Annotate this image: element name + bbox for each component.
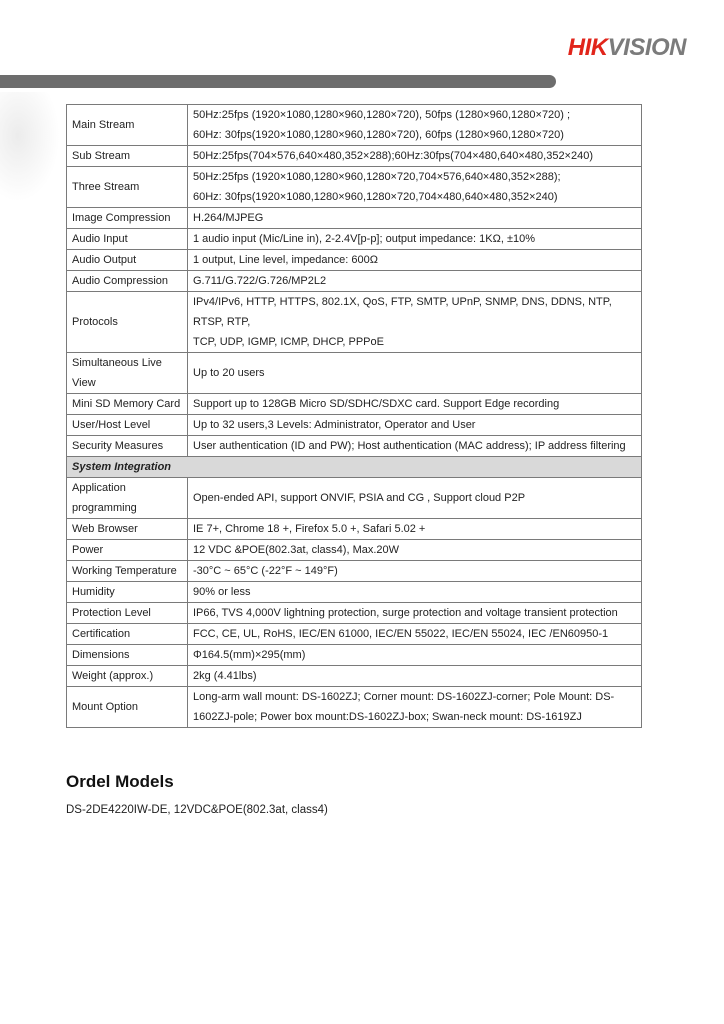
spec-row — [67, 603, 642, 624]
spec-row — [67, 478, 642, 519]
spec-table — [66, 104, 642, 728]
spec-value-line: 90% or less — [193, 586, 251, 598]
logo-vision-text: VISION — [607, 34, 686, 61]
spec-value-line: G.711/G.722/G.726/MP2L2 — [193, 275, 327, 287]
spec-label: Power — [67, 540, 188, 561]
spec-label: Humidity — [67, 582, 188, 603]
spec-value-line: Φ164.5(mm)×295(mm) — [193, 649, 306, 661]
spec-value — [188, 353, 642, 394]
spec-value — [188, 603, 642, 624]
spec-value-line: Up to 20 users — [193, 367, 265, 379]
spec-row — [67, 582, 642, 603]
spec-value — [188, 436, 642, 457]
spec-value-line: 50Hz:25fps (1920×1080,1280×960,1280×720,704×576,640×480,352×288); — [193, 171, 561, 183]
spec-label: Working Temperature — [67, 561, 188, 582]
spec-table-body — [67, 105, 642, 728]
spec-row — [67, 645, 642, 666]
spec-value — [188, 645, 642, 666]
spec-value-line: FCC, CE, UL, RoHS, IEC/EN 61000, IEC/EN 55022, IEC/EN 55024, IEC /EN60950-1 — [193, 628, 609, 640]
spec-value-line: 60Hz: 30fps(1920×1080,1280×960,1280×720,704×480,640×480,352×240) — [193, 191, 558, 203]
spec-label: Weight (approx.) — [67, 666, 188, 687]
spec-row — [67, 415, 642, 436]
order-models-text: DS-2DE4220IW-DE, 12VDC&POE(802.3at, class4) — [66, 804, 328, 816]
spec-label: Image Compression — [67, 208, 188, 229]
order-models-heading: Ordel Models — [66, 772, 174, 791]
spec-value-line: 12 VDC &POE(802.3at, class4), Max.20W — [193, 544, 400, 556]
spec-value-line: Up to 32 users,3 Levels: Administrator, Operator and User — [193, 419, 476, 431]
spec-value-line: 2kg (4.41lbs) — [193, 670, 257, 682]
spec-label: Application programming — [67, 478, 188, 519]
spec-label: Audio Compression — [67, 271, 188, 292]
spec-label: Mount Option — [67, 687, 188, 728]
spec-value — [188, 229, 642, 250]
spec-label: Web Browser — [67, 519, 188, 540]
spec-value — [188, 394, 642, 415]
spec-label: Audio Output — [67, 250, 188, 271]
spec-row — [67, 208, 642, 229]
spec-value-line: 1 audio input (Mic/Line in), 2-2.4V[p-p]; output impedance: 1KΩ, ±10% — [193, 233, 536, 245]
spec-label: Protection Level — [67, 603, 188, 624]
spec-value — [188, 292, 642, 353]
spec-value-line: -30°C ~ 65°C (-22°F ~ 149°F) — [193, 565, 338, 577]
spec-row — [67, 687, 642, 728]
spec-value — [188, 478, 642, 519]
spec-label: Main Stream — [67, 105, 188, 146]
spec-label: User/Host Level — [67, 415, 188, 436]
spec-value-line: Support up to 128GB Micro SD/SDHC/SDXC card. Support Edge recording — [193, 398, 560, 410]
spec-value — [188, 540, 642, 561]
section-title: System Integration — [67, 457, 642, 478]
spec-value-line: 1602ZJ-pole; Power box mount:DS-1602ZJ-box; Swan-neck mount: DS-1619ZJ — [193, 711, 582, 723]
spec-row — [67, 666, 642, 687]
spec-value — [188, 208, 642, 229]
spec-value — [188, 666, 642, 687]
spec-value — [188, 167, 642, 208]
spec-label: Dimensions — [67, 645, 188, 666]
spec-value — [188, 519, 642, 540]
spec-value-line: IPv4/IPv6, HTTP, HTTPS, 802.1X, QoS, FTP, SMTP, UPnP, SNMP, DNS, DDNS, NTP, RTSP, RTP, — [193, 296, 612, 328]
spec-value — [188, 415, 642, 436]
spec-label: Protocols — [67, 292, 188, 353]
hikvision-logo — [568, 34, 686, 62]
spec-row — [67, 292, 642, 353]
section-header-row — [67, 457, 642, 478]
spec-value-line: 50Hz:25fps (1920×1080,1280×960,1280×720), 50fps (1280×960,1280×720) ; — [193, 109, 571, 121]
spec-value — [188, 687, 642, 728]
spec-label: Three Stream — [67, 167, 188, 208]
spec-row — [67, 540, 642, 561]
background-watermark — [0, 92, 60, 202]
spec-value — [188, 250, 642, 271]
spec-label: Security Measures — [67, 436, 188, 457]
spec-value-line: 60Hz: 30fps(1920×1080,1280×960,1280×720), 60fps (1280×960,1280×720) — [193, 129, 564, 141]
spec-label: Audio Input — [67, 229, 188, 250]
spec-row — [67, 271, 642, 292]
spec-value-line: Open-ended API, support ONVIF, PSIA and CG , Support cloud P2P — [193, 492, 526, 504]
spec-value-line: Long-arm wall mount: DS-1602ZJ; Corner mount: DS-1602ZJ-corner; Pole Mount: DS- — [193, 691, 615, 703]
spec-label: Mini SD Memory Card — [67, 394, 188, 415]
spec-row — [67, 561, 642, 582]
spec-label: Simultaneous Live View — [67, 353, 188, 394]
spec-row — [67, 353, 642, 394]
header-divider-bar — [0, 75, 556, 88]
spec-row — [67, 229, 642, 250]
spec-value-line: 50Hz:25fps(704×576,640×480,352×288);60Hz:30fps(704×480,640×480,352×240) — [193, 150, 594, 162]
spec-value-line: 1 output, Line level, impedance: 600Ω — [193, 254, 378, 266]
spec-row — [67, 519, 642, 540]
spec-row — [67, 146, 642, 167]
spec-value — [188, 146, 642, 167]
logo-hik-text: HIK — [567, 34, 608, 61]
spec-label: Sub Stream — [67, 146, 188, 167]
spec-row — [67, 250, 642, 271]
spec-row — [67, 394, 642, 415]
spec-label: Certification — [67, 624, 188, 645]
spec-row — [67, 436, 642, 457]
spec-value-line: User authentication (ID and PW); Host authentication (MAC address); IP address filtering — [193, 440, 626, 452]
spec-value — [188, 624, 642, 645]
spec-value — [188, 561, 642, 582]
spec-row — [67, 105, 642, 146]
spec-value-line: IP66, TVS 4,000V lightning protection, surge protection and voltage transient protection — [193, 607, 618, 619]
spec-value-line: H.264/MJPEG — [193, 212, 264, 224]
spec-value — [188, 105, 642, 146]
spec-row — [67, 167, 642, 208]
spec-value-line: TCP, UDP, IGMP, ICMP, DHCP, PPPoE — [193, 336, 384, 348]
spec-value — [188, 271, 642, 292]
spec-value-line: IE 7+, Chrome 18 +, Firefox 5.0 +, Safari 5.02 + — [193, 523, 426, 535]
spec-row — [67, 624, 642, 645]
spec-value — [188, 582, 642, 603]
